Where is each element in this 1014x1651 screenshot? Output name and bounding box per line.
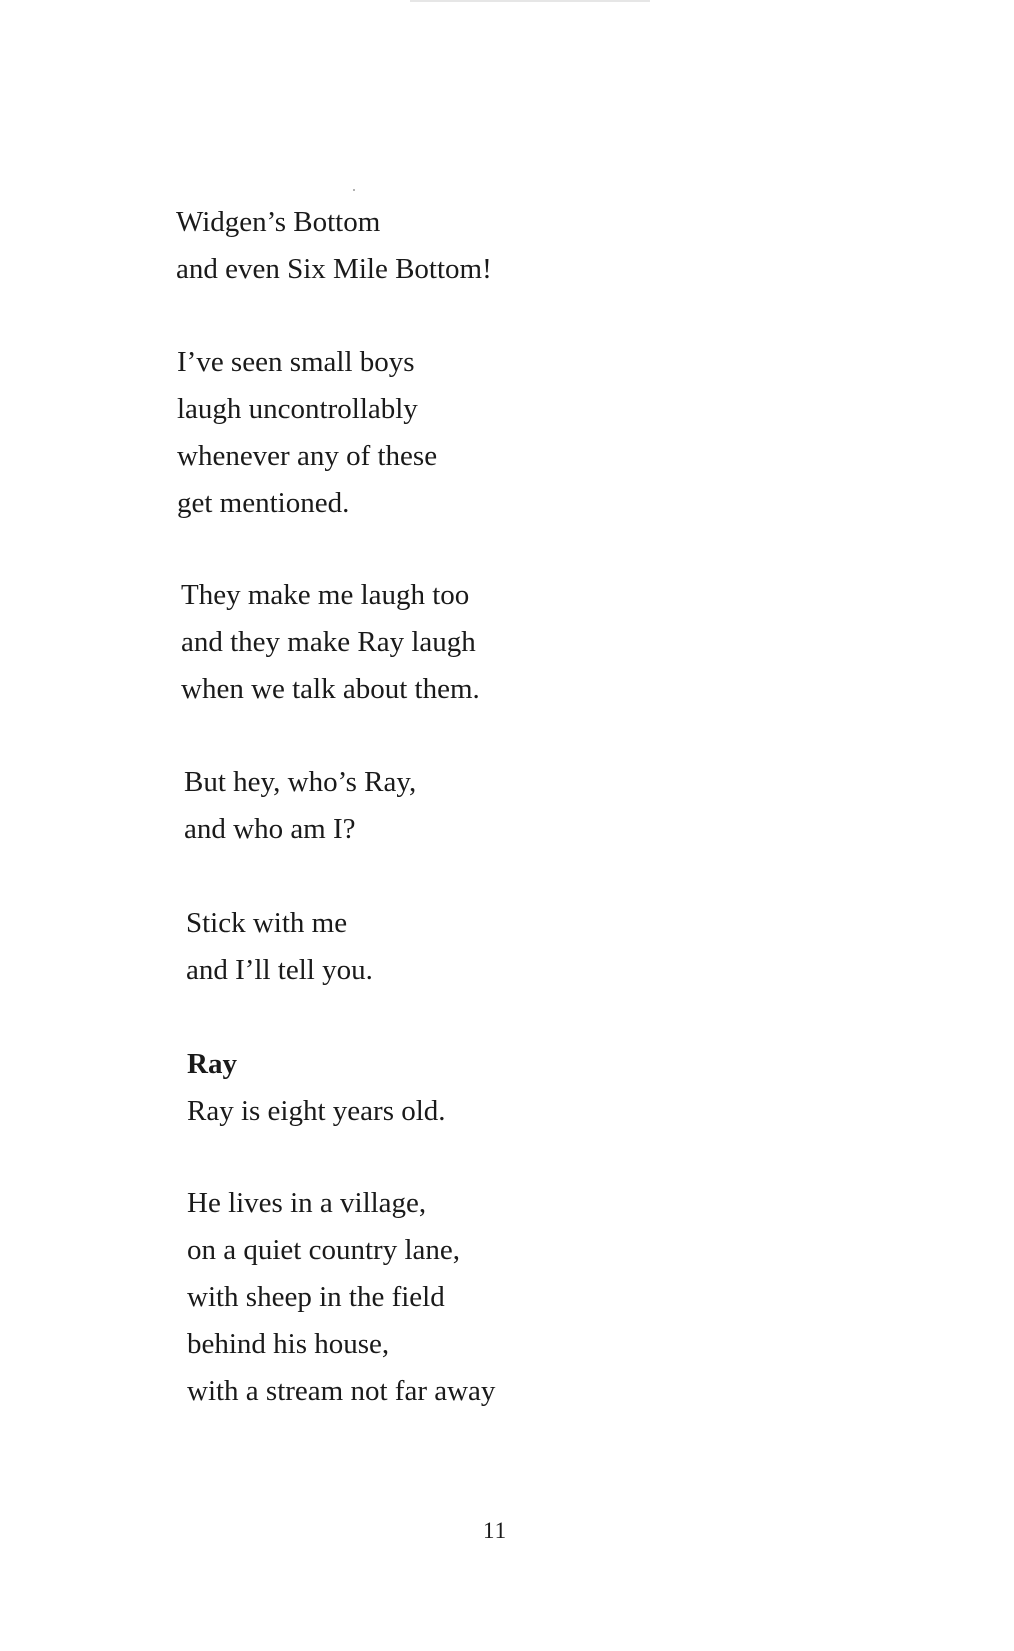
stanza-4: [184, 759, 416, 853]
poem-line: Widgen’s Bottom: [176, 206, 381, 238]
section-heading: Ray: [187, 1048, 237, 1080]
poem-line: and who am I?: [184, 813, 356, 845]
poem-line: and even Six Mile Bottom!: [176, 253, 492, 285]
poem-line: get mentioned.: [177, 487, 350, 519]
stanza-2: [177, 339, 437, 527]
poem-line: I’ve seen small boys: [177, 346, 415, 378]
poem-line: when we talk about them.: [181, 673, 480, 705]
stanza-3: [181, 572, 480, 713]
scan-speck: [353, 189, 355, 191]
poem-line: on a quiet country lane,: [187, 1234, 460, 1266]
poem-line: and they make Ray laugh: [181, 626, 476, 658]
poem-line: with sheep in the field: [187, 1281, 445, 1313]
poem-line: laugh uncontrollably: [177, 393, 418, 425]
stanza-7: [187, 1180, 495, 1415]
scan-edge-mark: [410, 0, 650, 2]
poem-line: Stick with me: [186, 907, 348, 939]
poem-line: But hey, who’s Ray,: [184, 766, 417, 798]
stanza-5: [186, 900, 373, 994]
poem-line: and I’ll tell you.: [186, 954, 373, 986]
stanza-6: [187, 1041, 446, 1135]
poem-line: Ray is eight years old.: [187, 1095, 446, 1127]
page-number: 11: [483, 1518, 508, 1543]
poem-line: whenever any of these: [177, 440, 438, 472]
poem-line: behind his house,: [187, 1328, 390, 1360]
poem-line: They make me laugh too: [181, 579, 470, 611]
stanza-1: [176, 199, 492, 293]
poem-line: He lives in a village,: [187, 1187, 427, 1219]
poem-line: with a stream not far away: [187, 1375, 496, 1407]
